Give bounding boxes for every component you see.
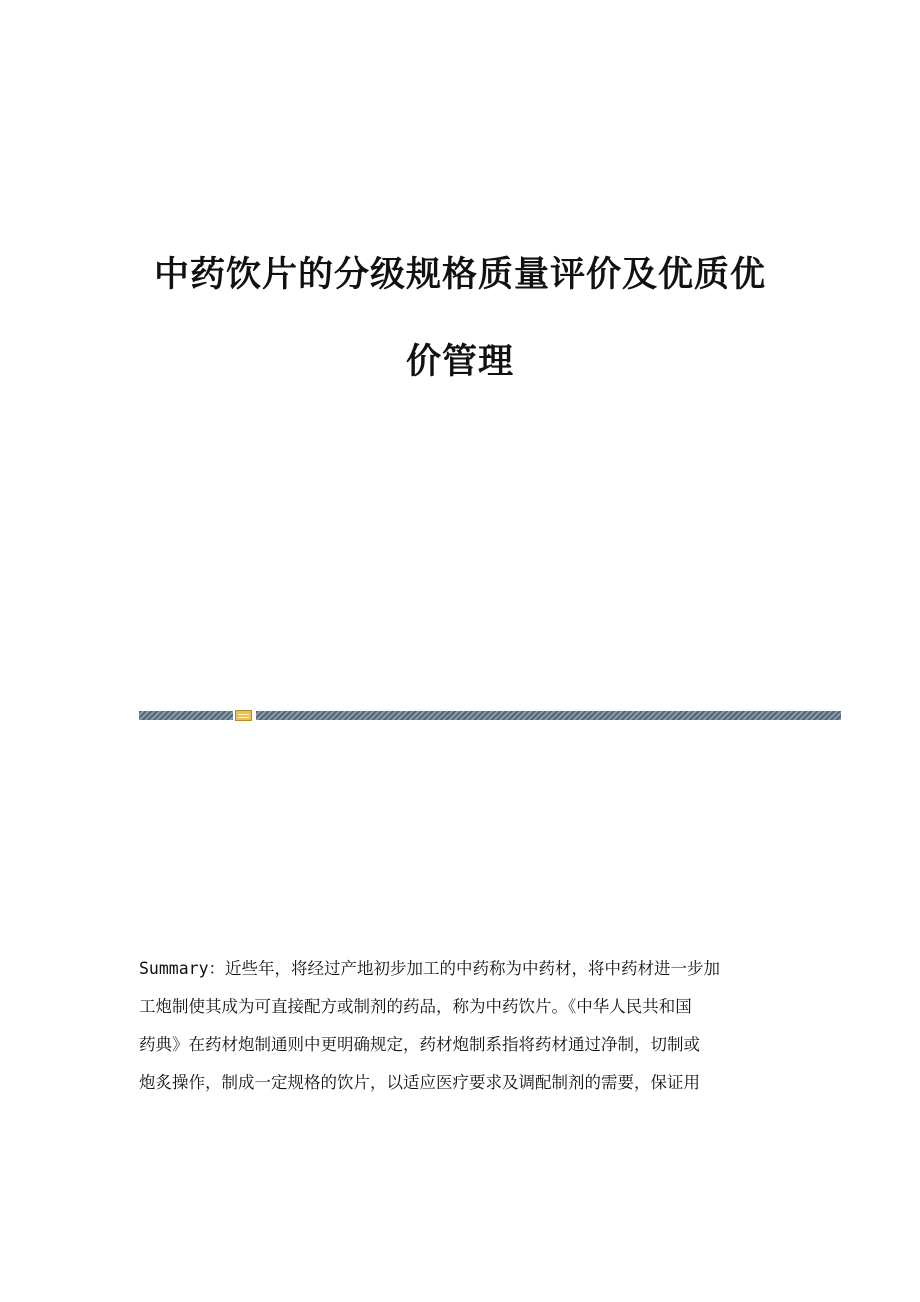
divider-bar-right	[256, 711, 841, 720]
divider-bar-left	[139, 711, 233, 720]
document-title	[0, 255, 920, 382]
summary-line-2: 工炮制使其成为可直接配方或制剂的药品，称为中药饮片。《中华人民共和国	[139, 997, 692, 1016]
section-divider	[139, 711, 841, 720]
title-line-1: 中药饮片的分级规格质量评价及优质优	[153, 255, 766, 295]
divider-emblem-icon	[235, 710, 252, 721]
summary-paragraph	[139, 950, 789, 1102]
summary-line-3: 药典》在药材炮制通则中更明确规定，药材炮制系指将药材通过净制，切制或	[139, 1035, 700, 1054]
summary-line-1: Summary：近些年，将经过产地初步加工的中药称为中药材，将中药材进一步加	[139, 959, 721, 978]
summary-line-4: 炮炙操作，制成一定规格的饮片，以适应医疗要求及调配制剂的需要，保证用	[139, 1073, 700, 1092]
title-line-2: 价管理	[405, 342, 514, 382]
